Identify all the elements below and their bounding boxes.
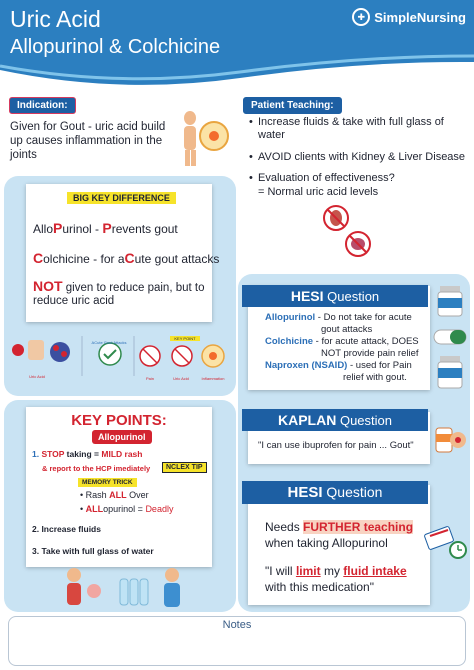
hesi1-l2b: - for acute attack, DOES (313, 336, 419, 347)
hesi1-head-b: Question (323, 289, 380, 304)
page-title: Uric Acid (10, 6, 101, 32)
memory-allo-line (80, 504, 173, 514)
big-key-l3b: given to reduce pain, but to reduce uric acid (33, 282, 205, 307)
big-key-l1c: urinol - (62, 222, 103, 236)
indication-label: Indication: (9, 97, 76, 114)
body-joint-icon (172, 108, 230, 168)
big-key-line-2 (33, 250, 219, 266)
teaching-item-2: • AVOID clients with Kidney & Liver Disease (258, 151, 468, 164)
big-key-l1a: Allo (33, 222, 54, 236)
key-points-drug-label: Allopurinol (92, 430, 152, 444)
hesi-question-header-1 (242, 285, 428, 307)
memory-rash-c: Over (126, 490, 149, 500)
hesi1-l1c: gout attacks (321, 323, 373, 335)
hesi1-line-naproxen (265, 360, 430, 383)
key-point-1-report: & report to the HCP imediately (42, 464, 151, 473)
hesi2-head-b: Question (322, 484, 383, 500)
hesi2-line-1 (265, 520, 413, 534)
big-key-line-1 (33, 220, 178, 236)
hesi2-l3c: my (320, 564, 344, 578)
big-key-l3a: NOT (33, 278, 63, 294)
teaching-item-1: • Increase fluids & take with full glass of water (258, 116, 448, 142)
brand-logo (352, 8, 466, 26)
hesi1-l2a: Colchicine (265, 336, 314, 347)
notes-label: Notes (222, 619, 252, 631)
pill-bottles-icon (432, 284, 468, 392)
hesi2-l3b: limit (295, 564, 321, 578)
hesi2-line-3 (265, 564, 407, 578)
hesi1-l3a: Naproxen (NSAID) (265, 360, 348, 371)
kp1-mid: taking = (64, 449, 102, 459)
memory-allo-c: Deadly (145, 504, 174, 514)
brand-icon: ✚ (352, 8, 370, 26)
key-point-3: 3. Take with full glass of water (32, 546, 154, 556)
hesi2-l3a: "I will (265, 564, 296, 578)
hesi2-l3d: fluid intake (343, 564, 407, 578)
memory-trick-badge: MEMORY TRICK (78, 478, 137, 487)
memory-rash-a: Rash (85, 490, 110, 500)
hesi1-l1a: Allopurinol (265, 312, 316, 323)
hesi1-line-colchicine (265, 336, 430, 359)
strip-label-inflammation: Inflammation (201, 376, 225, 381)
big-key-line-3 (33, 280, 205, 308)
notes-box[interactable] (8, 616, 466, 666)
hesi1-l2c: NOT provide pain relief (321, 347, 419, 359)
header-banner (0, 0, 474, 92)
kp1-stop: STOP (41, 449, 65, 459)
kaplan-head-b: Question (336, 413, 392, 428)
memory-rash-line (80, 490, 149, 500)
big-key-l2b: olchicine - for a (43, 252, 125, 266)
big-key-label: BIG KEY DIFFERENCE (67, 192, 176, 204)
brand-name: SimpleNursing (374, 9, 466, 25)
strip-label-uric-acid-2: Uric Acid (173, 376, 189, 381)
hesi1-l1b: - Do not take for acute (315, 312, 412, 323)
kaplan-quote: "I can use ibuprofen for pain ... Gout" (258, 440, 414, 451)
hesi2-l1a: Needs (265, 520, 304, 534)
big-key-l1e: revents gout (111, 222, 178, 236)
strip-label-key-point: KEY POINT (170, 336, 200, 341)
page-subtitle: Allopurinol & Colchicine (10, 36, 221, 58)
hesi1-l3b: - used for Pain (347, 360, 412, 371)
memory-rash-b: ALL (109, 490, 127, 500)
kidney-no-icon (318, 202, 378, 262)
hesi1-head-a: HESI (290, 288, 324, 304)
hesi1-l3c: relief with gout. (343, 371, 407, 383)
strip-label-uric-acid: Uric Acid (29, 374, 45, 379)
teaching-item-3: • Evaluation of effectiveness? (258, 172, 458, 185)
strip-label-acute: ACute Gout Attacks (91, 340, 127, 345)
big-key-l2a: C (33, 250, 44, 266)
indication-text: Given for Gout - uric acid build up causes inflammation in the joints (10, 121, 166, 161)
key-points-title: KEY POINTS: (71, 412, 167, 429)
kaplan-question-header (242, 409, 428, 431)
memory-allo-a: ALL (85, 504, 104, 514)
teaching-clock-icon (424, 526, 468, 560)
kp1-num: 1. (32, 449, 42, 459)
fluids-illustration (60, 565, 190, 611)
hesi1-line-allopurinol (265, 312, 430, 335)
hesi2-line-2: when taking Allopurinol (265, 536, 388, 550)
hesi2-l1b: FURTHER teaching (303, 520, 414, 534)
memory-bullet-2: • (80, 504, 86, 514)
strip-label-pain: Pain (145, 376, 154, 381)
hesi2-head-a: HESI (287, 484, 323, 501)
patient-teaching-label: Patient Teaching: (243, 97, 342, 114)
key-point-1 (32, 449, 142, 459)
kaplan-head-a: KAPLAN (278, 412, 337, 428)
memory-bullet-1: • (80, 490, 86, 500)
hesi2-line-4: with this medication" (265, 580, 374, 594)
teaching-item-3-answer: = Normal uric acid levels (258, 186, 379, 198)
pain-pill-icon (432, 422, 468, 458)
big-key-l2d: ute gout attacks (134, 252, 220, 266)
hesi-question-header-2 (242, 481, 428, 504)
kp1-rash: MILD rash (101, 449, 143, 459)
big-key-l1d: P (102, 220, 112, 236)
memory-allo-b: opurinol = (103, 504, 146, 514)
key-point-2: 2. Increase fluids (32, 524, 101, 534)
nclex-tip-badge: NCLEX TIP (162, 462, 207, 473)
big-key-l2c: C (124, 250, 135, 266)
big-key-l1b: P (53, 220, 63, 236)
